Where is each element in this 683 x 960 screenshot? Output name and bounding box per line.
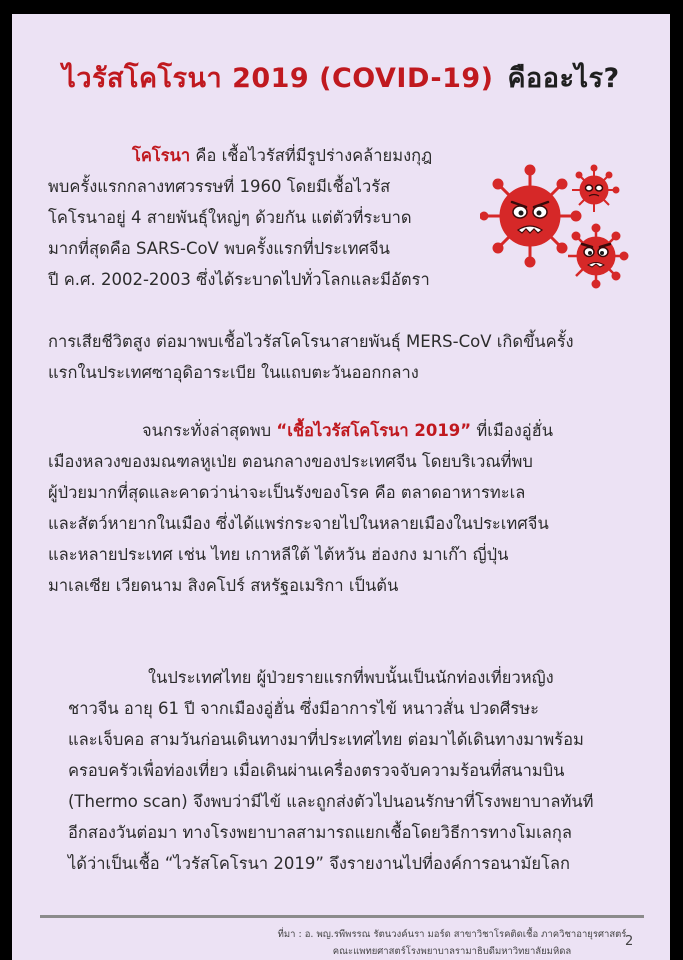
text-line: (Thermo scan) จึงพบว่ามีไข้ และถูกส่งตัวไปนอนรักษาที่โรงพยาบาลทันที [68,792,594,811]
keyword-corona: โคโรนา [132,146,191,165]
text-line: พบครั้งแรกกลางทศวรรษที่ 1960 โดยมีเชื้อไวรัส [48,177,391,196]
virus-illustration-icon [480,154,640,294]
paragraph-1-continued [48,326,658,388]
text-line: และเจ็บคอ สามวันก่อนเดินทางมาที่ประเทศไทย ต่อมาได้เดินทางมาพร้อม [68,730,584,749]
text-line: การเสียชีวิตสูง ต่อมาพบเชื้อไวรัสโคโรนาสายพันธุ์ MERS-CoV เกิดขึ้นครั้ง [48,332,574,351]
text-line: ครอบครัวเพื่อท่องเที่ยว เมื่อเดินผ่านเครื่องตรวจจับความร้อนที่สนามบิน [68,761,565,780]
paragraph-3 [48,662,658,879]
text-line: มาเลเซีย เวียดนาม สิงคโปร์ สหรัฐอเมริกา เป็นต้น [48,576,399,595]
text-line: และสัตว์หายากในเมือง ซึ่งได้แพร่กระจายไปในหลายเมืองในประเทศจีน [48,514,549,533]
text-line: และหลายประเทศ เช่น ไทย เกาหลีใต้ ไต้หวัน ฮ่องกง มาเก๊า ญี่ปุ่น [48,545,509,564]
text-line: ผู้ป่วยมากที่สุดและคาดว่าน่าจะเป็นรังของโรค คือ ตลาดอาหารทะเล [48,483,526,502]
source-line-2: คณะแพทยศาสตร์โรงพยาบาลรามาธิบดีมหาวิทยาลัยมหิดล [332,946,572,957]
text-line: ชาวจีน อายุ 61 ปี จากเมืองอู่ฮั่น ซึ่งมีอาการไข้ หนาวสั่น ปวดศีรษะ [68,699,539,718]
text-line: โคโรนา คือ เชื้อไวรัสที่มีรูปร่างคล้ายมงกุฎ [132,146,433,165]
text-line: โคโรนาอยู่ 4 สายพันธุ์ใหญ่ๆ ด้วยกัน แต่ตัวที่ระบาด [48,208,412,227]
text-line: มากที่สุดคือ SARS-CoV พบครั้งแรกที่ประเทศจีน [48,239,390,258]
text-line: ในประเทศไทย ผู้ป่วยรายแรกที่พบนั้นเป็นนักท่องเที่ยวหญิง [148,668,554,687]
source-line-1: ที่มา : อ. พญ.รพีพรรณ รัตนวงค์นรา มอร์ด สาขาวิชาโรคติดเชื้อ ภาควิชาอายุรศาสตร์ [277,929,627,940]
highlight-covid-2019: “เชื้อไวรัสโคโรนา 2019” [276,421,472,440]
paragraph-1-intro [48,140,488,295]
footer-divider [40,915,644,918]
footer-source [272,926,632,960]
text-line: ได้ว่าเป็นเชื้อ “ไวรัสโคโรนา 2019” จึงรายงานไปที่องค์การอนามัยโลก [68,854,571,873]
document-page [12,14,670,960]
title-main: ไวรัสโคโรนา 2019 (COVID-19) [62,63,494,94]
text-line: แรกในประเทศซาอุดิอาระเบีย ในแถบตะวันออกกลาง [48,363,419,382]
title-question: คืออะไร? [507,63,620,94]
text-line: จนกระทั่งล่าสุดพบ “เชื้อไวรัสโคโรนา 2019” ที่เมืองอู่ฮั่น [142,421,554,440]
page-number: 2 [625,934,634,949]
text-line: ปี ค.ศ. 2002-2003 ซึ่งได้ระบาดไปทั่วโลกและมีอัตรา [48,270,430,289]
paragraph-2 [48,415,658,601]
text-line: อีกสองวันต่อมา ทางโรงพยาบาลสามารถแยกเชื้อโดยวิธีการทางโมเลกุล [68,823,572,842]
page-title [12,56,670,99]
text-line: เมืองหลวงของมณฑลหูเป่ย ตอนกลางของประเทศจีน โดยบริเวณที่พบ [48,452,533,471]
